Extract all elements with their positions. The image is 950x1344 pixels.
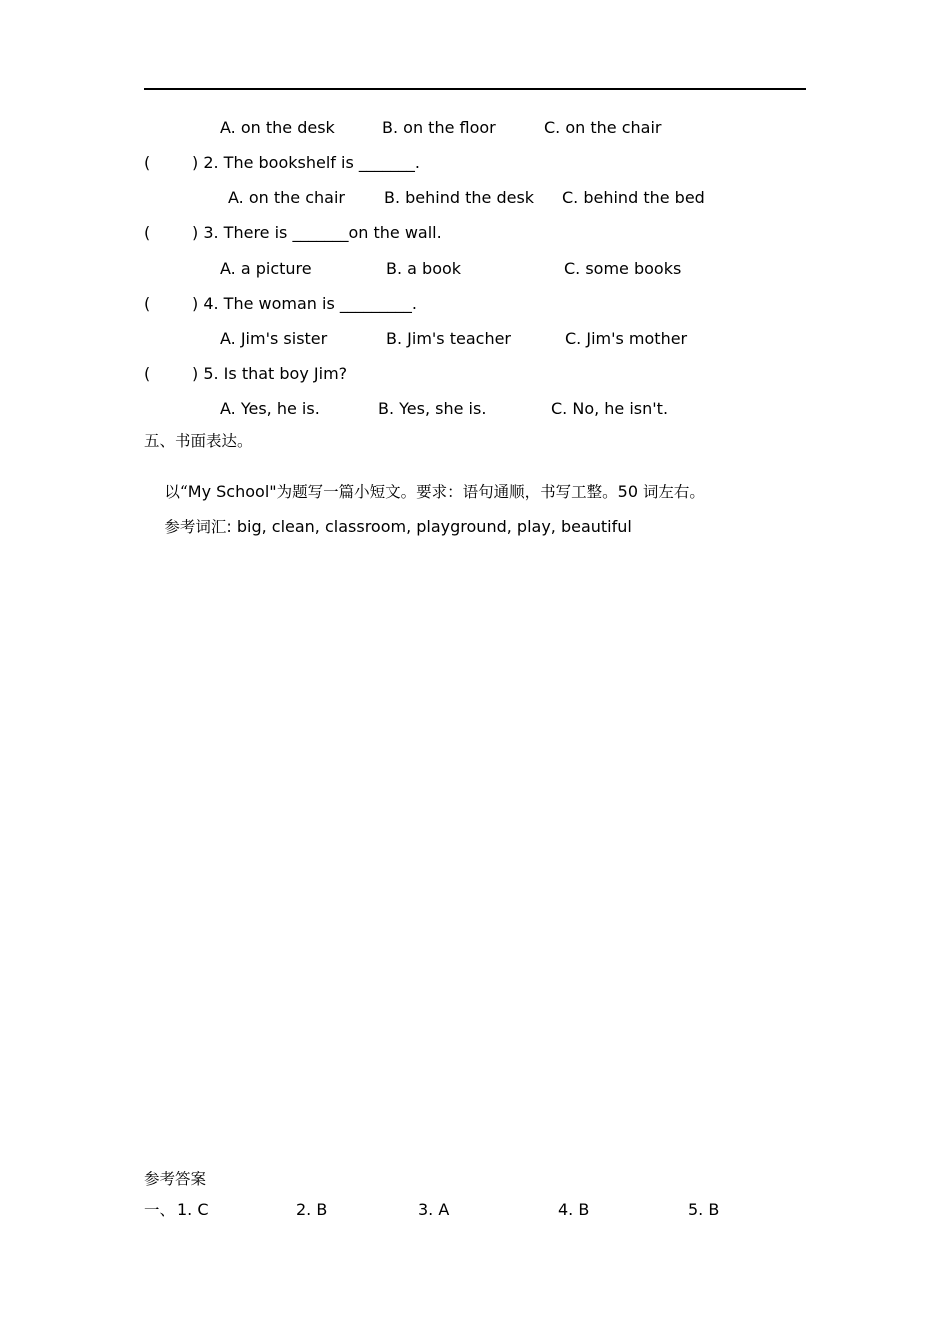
answer-item-3: 3. A <box>418 1200 450 1219</box>
q1-option-b: B. on the floor <box>382 118 496 137</box>
instruction-word-count: 50 <box>617 482 638 501</box>
q3-option-c: C. some books <box>564 259 682 278</box>
q4-question: ) 4. The woman is _________. <box>192 294 417 313</box>
q5-question: ) 5. Is that boy Jim? <box>192 364 348 383</box>
q1-option-a: A. on the desk <box>220 118 335 137</box>
q5-option-b: B. Yes, she is. <box>378 399 487 418</box>
vocab-list: : big, clean, classroom, playground, play, beautiful <box>226 517 632 536</box>
q4-option-a: A. Jim's sister <box>220 329 328 348</box>
q3-option-b: B. a book <box>386 259 462 278</box>
answers-heading: 参考答案 <box>144 1170 207 1188</box>
q5-option-c: C. No, he isn't. <box>551 399 669 418</box>
answers-prefix: 一、 <box>144 1201 176 1219</box>
q3-question: ) 3. There is _______on the wall. <box>192 223 442 242</box>
instruction-open-quote: 以“ <box>164 483 188 501</box>
q2-answer-paren[interactable]: ( <box>144 153 151 172</box>
q3-answer-paren[interactable]: ( <box>144 223 151 242</box>
q2-option-c: C. behind the bed <box>562 188 705 207</box>
header-rule <box>144 88 806 90</box>
instruction-title: My School" <box>187 482 277 501</box>
instruction-body: 为题写一篇小短文。要求：语句通顺，书写工整。 <box>276 483 618 501</box>
q2-question: ) 2. The bookshelf is _______. <box>192 153 420 172</box>
section5-heading: 五、书面表达。 <box>144 432 253 450</box>
q4-option-c: C. Jim's mother <box>565 329 688 348</box>
vocab-label: 参考词汇 <box>164 518 227 536</box>
answer-item-5: 5. B <box>688 1200 720 1219</box>
q5-option-a: A. Yes, he is. <box>220 399 320 418</box>
q3-option-a: A. a picture <box>220 259 312 278</box>
answer-item-2: 2. B <box>296 1200 328 1219</box>
q2-option-a: A. on the chair <box>228 188 345 207</box>
q5-answer-paren[interactable]: ( <box>144 364 151 383</box>
q4-answer-paren[interactable]: ( <box>144 294 151 313</box>
answer-item-4: 4. B <box>558 1200 590 1219</box>
instruction-end: 词左右。 <box>638 483 705 501</box>
q1-option-c: C. on the chair <box>544 118 662 137</box>
q4-option-b: B. Jim's teacher <box>386 329 511 348</box>
q2-option-b: B. behind the desk <box>384 188 535 207</box>
section5-vocab <box>144 497 632 557</box>
answer-item-1: 1. C <box>177 1200 209 1219</box>
